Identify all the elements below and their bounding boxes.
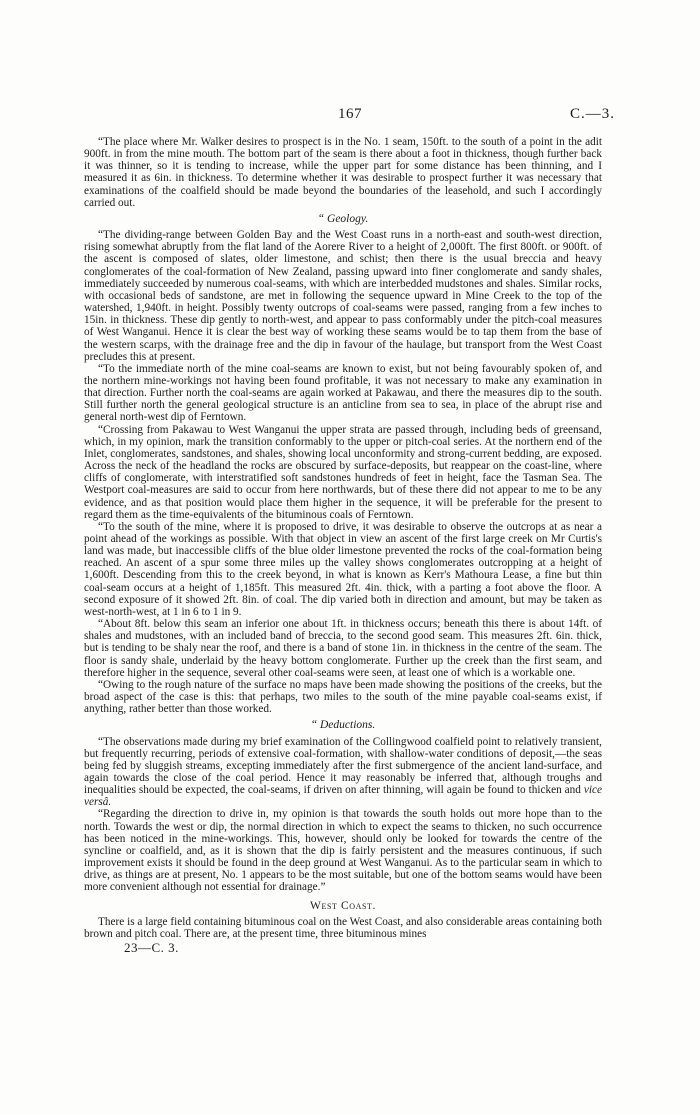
geology-paragraph: “To the immediate north of the mine coal-seams are known to exist, but not being favourably spoken of, and the northern mine-workings not having been found profitable, it was not necessary to make any examination in that direction. Further north the coal-seams are again worked at Pakawau, and there the measures dip to the south. Still further north the general geological structure is an anticline from sea to sea, in place of the abrupt rise and general north-west dip of Ferntown. [84,362,602,424]
geology-paragraph: “Crossing from Pakawau to West Wanganui the upper strata are passed through, including beds of greensand, which, in my opinion, mark the transition conformably to the upper or pitch-coal series. At the northern end of the Inlet, conglomerates, sandstones, and shales, showing local unconformity and strong-current bedding, are exposed. Across the neck of the headland the rocks are obscured by surface-deposits, but reappear on the coast-line, where cliffs of conglomerate, with interstratified soft sandstones hundreds of feet in height, face the Tasman Sea. The Westport coal-measures are said to occur from here northwards, but of these there did not appear to me to be any evidence, and as that position would place them higher in the sequence, it will be preferable for the present to regard them as the time-equivalents of the bituminous coals of Ferntown. [84,423,602,521]
geology-paragraph: “The dividing-range between Golden Bay and the West Coast runs in a north-east and south-west direction, rising somewhat abruptly from the flat land of the Aorere River to a height of 2,000ft. The first 800ft. or 900ft. of the ascent is composed of slates, older limestone, and schist; then there is the usual breccia and heavy conglomerates of the coal-formation of New Zealand, passing upward into finer conglomerate and sandy shales, immediately succeeded by numerous coal-seams, with which are interbedded mudstones and shales. Similar rocks, with occasional beds of sandstone, are met in following the sequence upward in Mine Creek to the top of the watershed, 1,940ft. in height. Possibly twenty outcrops of coal-seams were passed, ranging from a few inches to 15in. in thickness. These dip gently to north-west, and appear to pass conformably under the pitch-coal measures of West Wanganui. Hence it is clear the best way of working these seams would be to tap them from the base of the western scarps, with the drainage free and the dip in favour of the haulage, but transport from the West Coast precludes this at present. [84,229,602,363]
geology-paragraph: “Owing to the rough nature of the surface no maps have been made showing the positions of the creeks, but the broad aspect of the case is this: that perhaps, two miles to the south of the mine payable coal-seams exist, if anything, rather better than those worked. [84,678,602,716]
heading-geology: “ Geology. [317,212,369,225]
heading-deductions: “ Deductions. [310,719,376,732]
signature-mark: 23—C. 3. [124,940,179,955]
heading-west-coast: West Coast. [310,899,376,912]
deductions-paragraph: “Regarding the direction to drive in, my opinion is that towards the south holds out more hope than to the north. Towards the west or dip, the normal direction in which to expect the seams to thicken, no such occurrence has been noticed in the mine-workings. This, however, should only be looked for towards the centre of the syncline or coalfield, and, as it is shown that the dip is fairly persistent and the measures continuous, if such improvement exists it should be found in the deep ground at West Wanganui. As to the particular seam in which to drive, as things are at present, No. 1 appears to be the most suitable, but one of the bottom seams would have been more convenient although not essential for drainage.” [84,808,602,894]
intro-paragraph: “The place where Mr. Walker desires to prospect is in the No. 1 seam, 150ft. to the south of a point in the adit 900ft. in from the mine mouth. The bottom part of the seam is there about a foot in thickness, though further back it was thinner, so it is tending to increase, while the upper part for some distance has been thinning, and I measured it as 6in. in thickness. To determine whether it was desirable to prospect further it was necessary that examinations of the coalfield should be made beyond the boundaries of the leasehold, and such I accordingly carried out. [84,136,602,209]
west-coast-paragraph: There is a large field containing bituminous coal on the West Coast, and also considerable areas containing both brown and pitch coal. There are, at the present time, three bituminous mines [84,915,602,940]
document-code: C.—3. [569,106,615,122]
deductions-latin-phrase: vice versâ. [84,784,603,809]
page-number: 167 [338,106,362,122]
body-text [84,136,602,954]
deductions-paragraph [84,736,602,809]
geology-paragraph: “About 8ft. below this seam an inferior one about 1ft. in thickness occurs; beneath this there is about 14ft. of shales and mudstones, with an included band of breccia, to the second good seam. This measures 2ft. 6in. thick, but is tending to be shaly near the roof, and there is a band of stone 1in. in thickness in the centre of the seam. The floor is sandy shale, underlaid by the heavy bottom conglomerate. Further up the creek than the first seam, and therefore higher in the sequence, several other coal-seams were seen, at least one of which is a workable one. [84,618,602,679]
geology-paragraph: “To the south of the mine, where it is proposed to drive, it was desirable to observe the outcrops at as near a point ahead of the workings as possible. With that object in view an ascent of the first large creek on Mr Curtis's land was made, but inaccessible cliffs of the blue older limestone prevented the rocks of the coal-formation being reached. An ascent of a spur some three miles up the valley shows conglomerates outcropping at a height of 1,600ft. Descending from this to the creek beyond, in what is known as Kerr's Mathoura Lease, a fine but thin coal-seam occurs at a height of 1,185ft. This measured 2ft. 4in. thick, with a parting a foot above the floor. A second exposure of it showed 2ft. 8in. of coal. The dip varied both in direction and amount, but may be taken as west-north-west, at 1 in 6 to 1 in 9. [84,520,602,618]
deductions-text: “The observations made during my brief examination of the Collingwood coalfield point to relatively transient, but frequently recurring, periods of extensive coal-formation, with shallow-water conditions of deposit,—the seas being fed by sluggish streams, excepting immediately after the first submergence of the ancient land-surface, and again towards the close of the coal period. Hence it may reasonably be inferred that, although troughs and inequalities should be expected, the coal-seams, if driven on after thinning, will again be found to thicken and [84,735,602,797]
